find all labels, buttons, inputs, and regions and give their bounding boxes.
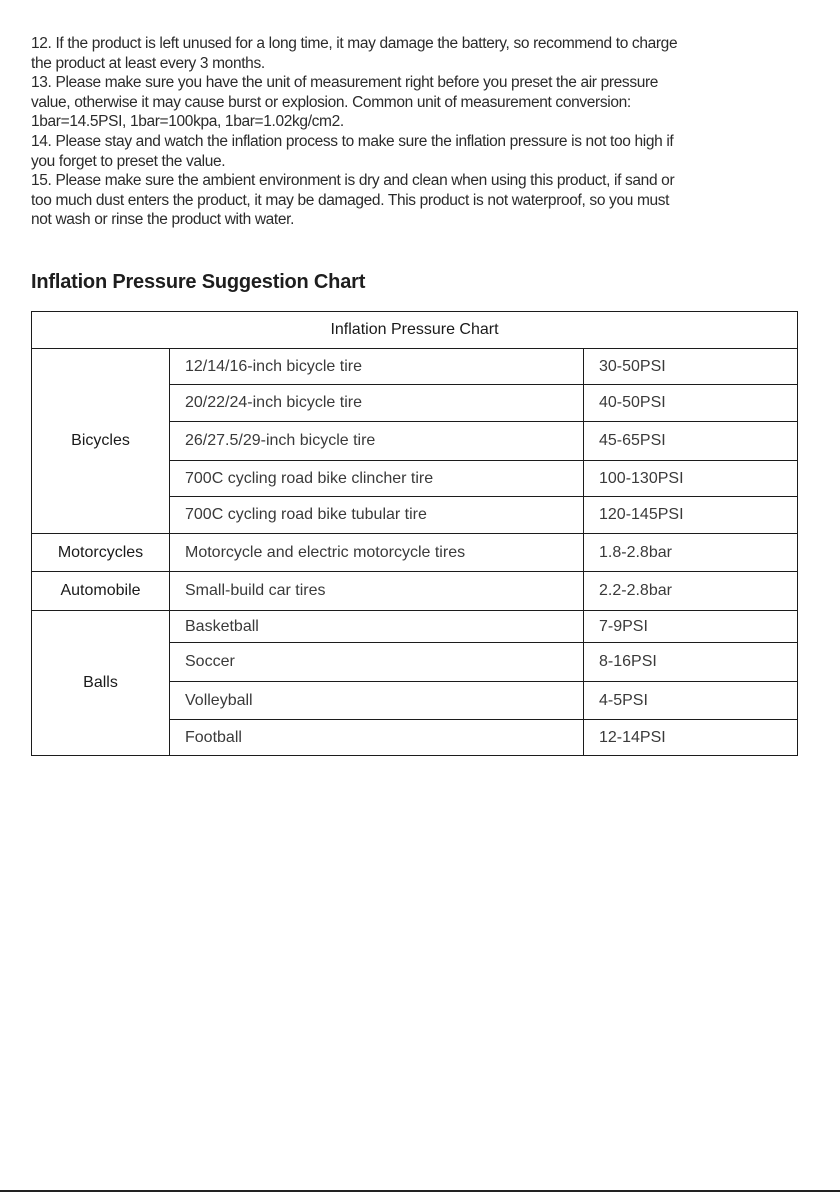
note-15: 15. Please make sure the ambient environment is dry and clean when using this product, if sand or too much dust enters the product, it may be damaged. This product is not waterproof, so you must not wash or rinse the product with water.: [31, 172, 675, 229]
inflation-pressure-table: [31, 311, 798, 756]
value-cell: 120-145PSI: [584, 497, 798, 534]
value-cell: 45-65PSI: [584, 422, 798, 461]
category-cell: Bicycles: [32, 349, 170, 534]
safety-notes: [31, 34, 801, 230]
value-cell: 8-16PSI: [584, 643, 798, 682]
item-cell: Motorcycle and electric motorcycle tires: [170, 534, 584, 572]
table-title: Inflation Pressure Chart: [32, 312, 798, 349]
category-cell: Motorcycles: [32, 534, 170, 572]
section-title: Inflation Pressure Suggestion Chart: [31, 271, 366, 293]
note-14: 14. Please stay and watch the inflation process to make sure the inflation pressure is not too high if you forget to preset the value.: [31, 132, 674, 170]
value-cell: 12-14PSI: [584, 720, 798, 756]
item-cell: 700C cycling road bike tubular tire: [170, 497, 584, 534]
value-cell: 40-50PSI: [584, 385, 798, 422]
item-cell: 20/22/24-inch bicycle tire: [170, 385, 584, 422]
item-cell: Basketball: [170, 611, 584, 643]
value-cell: 30-50PSI: [584, 349, 798, 385]
category-cell: Balls: [32, 611, 170, 756]
table-row: [32, 572, 798, 611]
category-cell: Automobile: [32, 572, 170, 611]
item-cell: 26/27.5/29-inch bicycle tire: [170, 422, 584, 461]
table-row: [32, 349, 798, 385]
item-cell: 700C cycling road bike clincher tire: [170, 461, 584, 497]
value-cell: 2.2-2.8bar: [584, 572, 798, 611]
note-13: 13. Please make sure you have the unit of measurement right before you preset the air pressure value, otherwise it may cause burst or explosion. Common unit of measurement conversion: 1bar=14.5PSI, 1bar=100kpa, 1bar=1.02kg/cm2.: [31, 74, 659, 131]
value-cell: 1.8-2.8bar: [584, 534, 798, 572]
item-cell: Volleyball: [170, 682, 584, 720]
item-cell: Football: [170, 720, 584, 756]
note-12: 12. If the product is left unused for a long time, it may damage the battery, so recommend to charge the product at least every 3 months.: [31, 35, 678, 72]
item-cell: Small-build car tires: [170, 572, 584, 611]
table-row: [32, 534, 798, 572]
value-cell: 100-130PSI: [584, 461, 798, 497]
item-cell: Soccer: [170, 643, 584, 682]
table-row: [32, 611, 798, 643]
value-cell: 4-5PSI: [584, 682, 798, 720]
value-cell: 7-9PSI: [584, 611, 798, 643]
item-cell: 12/14/16-inch bicycle tire: [170, 349, 584, 385]
